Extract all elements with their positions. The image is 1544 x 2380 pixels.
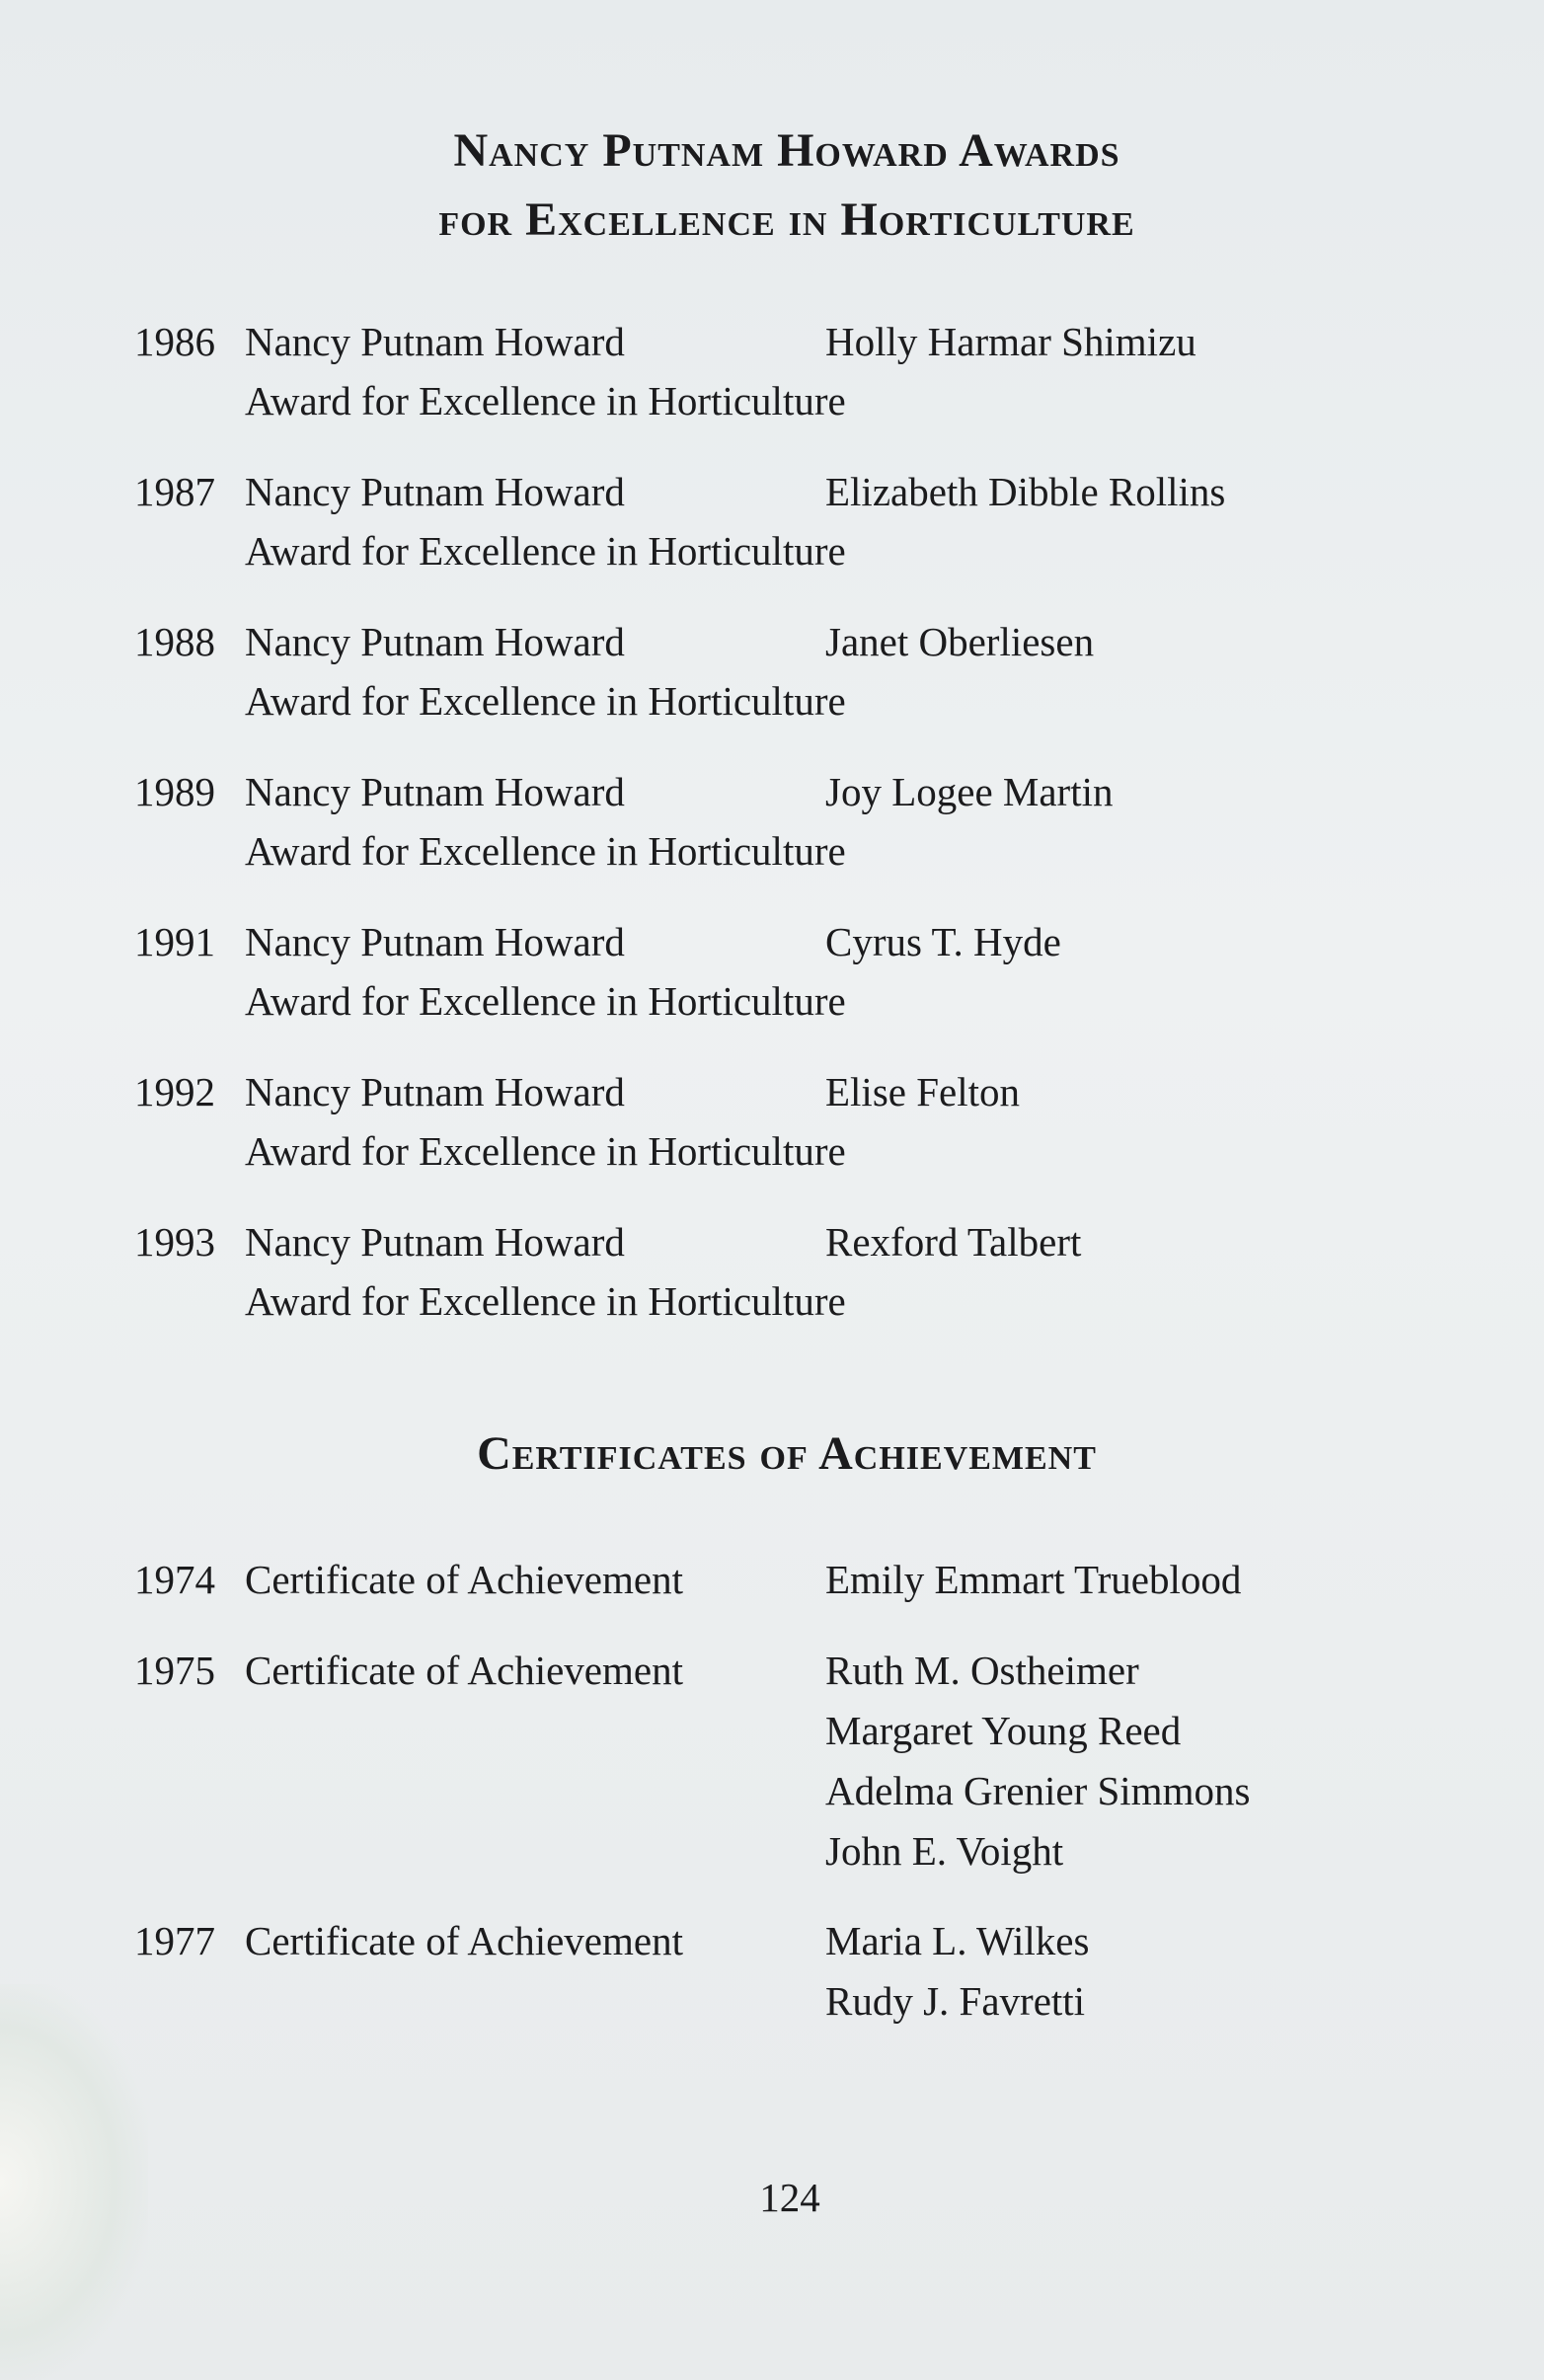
award-recipient: Janet Oberliesen	[825, 619, 1095, 664]
certificate-recipient: Adelma Grenier Simmons	[825, 1768, 1251, 1813]
award-name-cont: Award for Excellence in Horticulture	[245, 378, 846, 423]
certificate-label: Certificate of Achievement	[245, 1648, 683, 1693]
award-name-cont: Award for Excellence in Horticulture	[245, 978, 846, 1024]
award-year: 1993	[134, 1219, 215, 1265]
award-recipient: Joy Logee Martin	[825, 769, 1114, 814]
award-recipient: Elise Felton	[825, 1069, 1021, 1114]
award-name-cont: Award for Excellence in Horticulture	[245, 1278, 846, 1324]
award-name-cont: Award for Excellence in Horticulture	[245, 528, 846, 574]
award-name-cont: Award for Excellence in Horticulture	[245, 1128, 846, 1174]
award-name: Nancy Putnam Howard	[245, 619, 625, 664]
award-name-cont: Award for Excellence in Horticulture	[245, 828, 846, 874]
award-recipient: Rexford Talbert	[825, 1219, 1082, 1265]
award-year: 1989	[134, 769, 215, 814]
certificate-label: Certificate of Achievement	[245, 1557, 683, 1602]
certificate-recipient: Ruth M. Ostheimer	[825, 1648, 1139, 1693]
certificate-recipient: Margaret Young Reed	[825, 1708, 1182, 1753]
award-year: 1987	[134, 469, 215, 514]
certificate-label: Certificate of Achievement	[245, 1918, 683, 1963]
award-year: 1992	[134, 1069, 215, 1114]
award-name-cont: Award for Excellence in Horticulture	[245, 678, 846, 724]
certificate-recipient: Rudy J. Favretti	[825, 1978, 1086, 2024]
awards-heading-line2: for Excellence in Horticulture	[438, 193, 1135, 246]
award-recipient: Holly Harmar Shimizu	[825, 319, 1197, 364]
award-year: 1991	[134, 919, 215, 964]
award-recipient: Elizabeth Dibble Rollins	[825, 469, 1226, 514]
award-name: Nancy Putnam Howard	[245, 319, 625, 364]
certificates-heading: Certificates of Achievement	[477, 1427, 1097, 1480]
award-name: Nancy Putnam Howard	[245, 1069, 625, 1114]
award-name: Nancy Putnam Howard	[245, 919, 625, 964]
award-name: Nancy Putnam Howard	[245, 469, 625, 514]
certificate-year: 1974	[134, 1557, 215, 1602]
award-name: Nancy Putnam Howard	[245, 769, 625, 814]
certificate-year: 1975	[134, 1648, 215, 1693]
certificate-recipient: Emily Emmart Trueblood	[825, 1557, 1242, 1602]
award-recipient: Cyrus T. Hyde	[825, 919, 1061, 964]
certificate-year: 1977	[134, 1918, 215, 1963]
certificate-recipient: John E. Voight	[825, 1828, 1064, 1874]
award-name: Nancy Putnam Howard	[245, 1219, 625, 1265]
awards-heading-line1: Nancy Putnam Howard Awards	[453, 124, 1120, 177]
award-year: 1988	[134, 619, 215, 664]
award-year: 1986	[134, 319, 215, 364]
page-number: 124	[759, 2175, 820, 2220]
certificate-recipient: Maria L. Wilkes	[825, 1918, 1090, 1963]
